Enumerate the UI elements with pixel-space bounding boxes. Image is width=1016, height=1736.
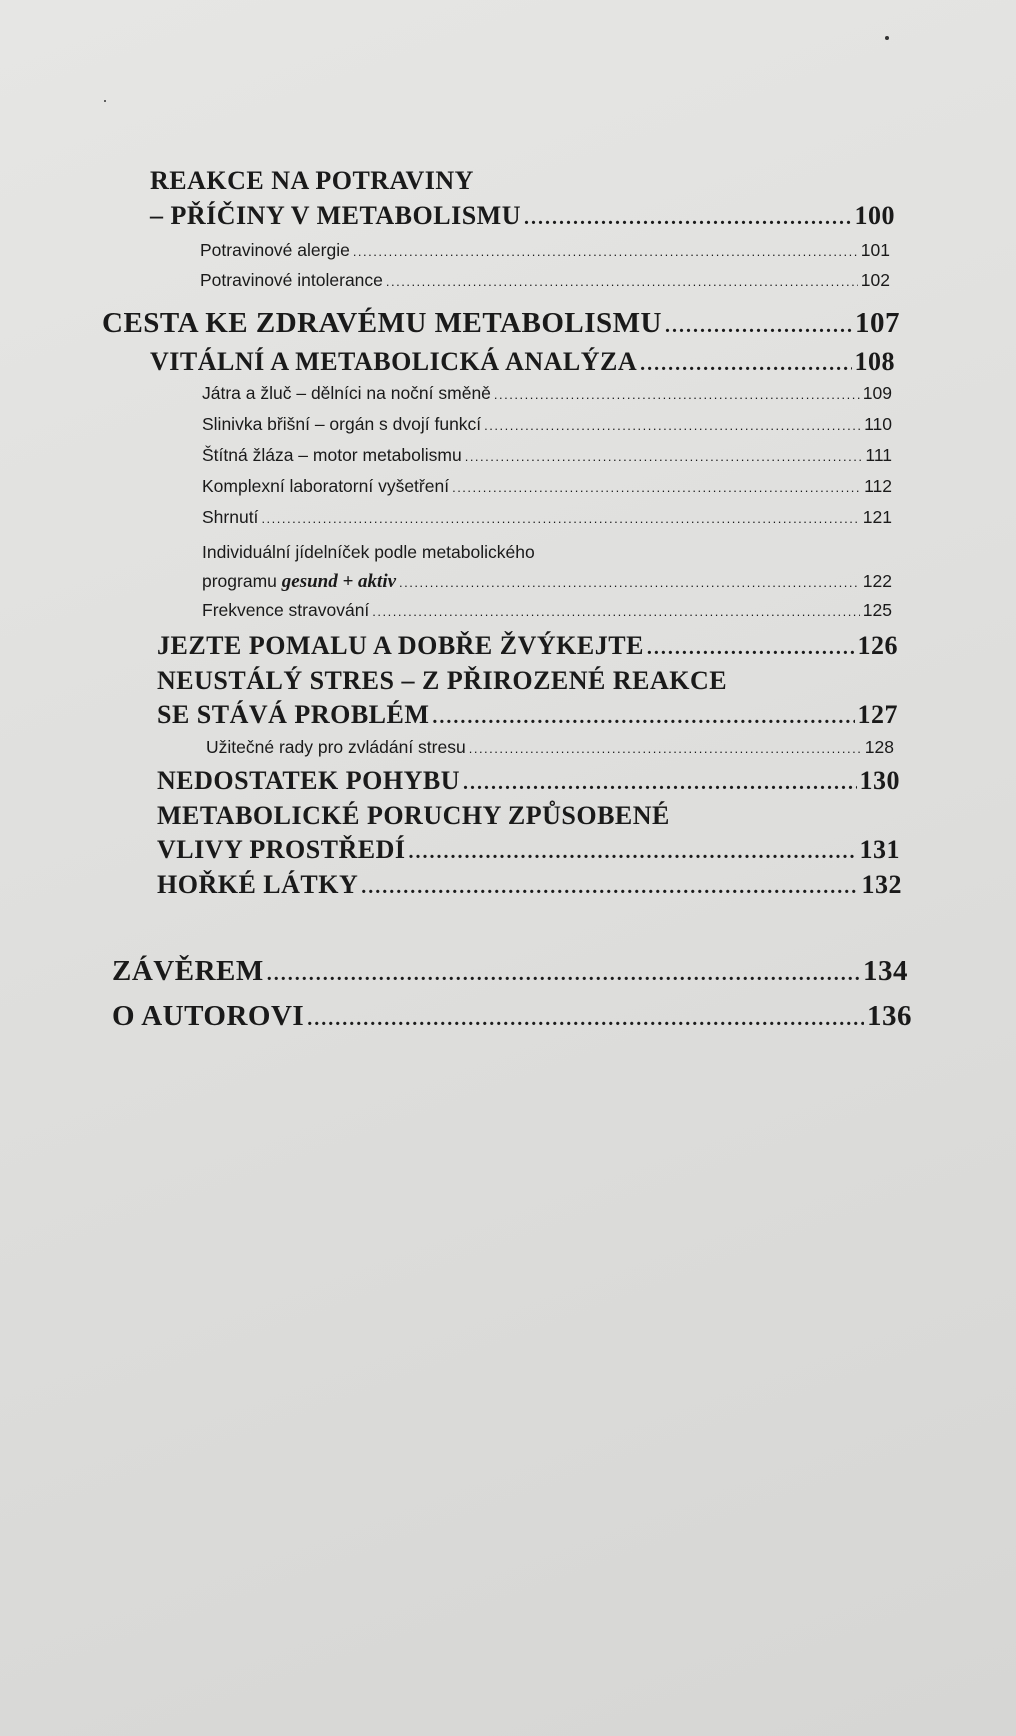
leader-dots bbox=[647, 637, 855, 660]
toc-page-number: 122 bbox=[862, 571, 892, 591]
leader-dots bbox=[452, 480, 861, 495]
toc-page-number: 121 bbox=[862, 507, 892, 527]
toc-entry-poruchy[interactable] bbox=[157, 835, 900, 865]
toc-entry-title: Potravinové intolerance bbox=[200, 270, 383, 290]
toc-entry-vitalni[interactable] bbox=[150, 347, 895, 377]
program-name-emphasis: gesund + aktiv bbox=[281, 571, 397, 592]
toc-entry-autorovi[interactable] bbox=[112, 1000, 912, 1033]
toc-entry-intolerance[interactable] bbox=[200, 270, 890, 291]
toc-entry-title: CESTA KE ZDRAVÉMU METABOLISMU bbox=[102, 307, 662, 339]
toc-entry-jezte[interactable] bbox=[157, 631, 898, 661]
leader-dots bbox=[463, 772, 857, 795]
toc-entry-title: NEDOSTATEK POHYBU bbox=[157, 766, 460, 795]
toc-entry-title: Štítná žláza – motor metabolismu bbox=[202, 445, 462, 465]
toc-entry-shrnuti[interactable] bbox=[202, 507, 892, 528]
toc-entry-stres[interactable] bbox=[157, 700, 898, 730]
toc-entry-title: Slinivka břišní – orgán s dvojí funkcí bbox=[202, 414, 482, 434]
leader-dots bbox=[372, 604, 860, 619]
toc-entry-frekvence[interactable] bbox=[202, 600, 892, 621]
leader-dots bbox=[386, 274, 858, 289]
leader-dots bbox=[361, 876, 858, 899]
toc-entry-title: VLIVY PROSTŘEDÍ bbox=[157, 835, 406, 864]
toc-page-number: 100 bbox=[854, 201, 895, 230]
toc-page-number: 131 bbox=[859, 835, 900, 864]
toc-heading-poruchy-line1: METABOLICKÉ PORUCHY ZPŮSOBENÉ bbox=[157, 801, 670, 830]
leader-dots bbox=[524, 207, 852, 230]
leader-dots bbox=[399, 575, 860, 590]
toc-entry-zaverem[interactable] bbox=[112, 955, 908, 988]
toc-entry-title: Potravinové alergie bbox=[200, 240, 350, 260]
leader-dots bbox=[261, 511, 859, 526]
toc-page-number: 101 bbox=[860, 240, 890, 260]
toc-entry-title: Shrnutí bbox=[202, 507, 259, 527]
toc-page-number: 126 bbox=[857, 631, 898, 660]
toc-entry-rady[interactable] bbox=[206, 737, 894, 758]
toc-entry-jatra[interactable] bbox=[202, 383, 892, 404]
toc-entry-title: O AUTOROVI bbox=[112, 1000, 305, 1032]
toc-entry-horke[interactable] bbox=[157, 870, 902, 900]
toc-entry-reakce[interactable] bbox=[150, 201, 895, 231]
toc-page-number: 130 bbox=[859, 766, 900, 795]
leader-dots bbox=[469, 741, 862, 756]
toc-entry-title: Užitečné rady pro zvládání stresu bbox=[206, 737, 466, 757]
paper-speck bbox=[885, 36, 889, 40]
leader-dots bbox=[640, 353, 851, 376]
toc-entry-title bbox=[202, 571, 396, 593]
leader-dots bbox=[484, 418, 861, 433]
toc-page-number: 107 bbox=[855, 307, 900, 339]
toc-entry-title: ZÁVĚREM bbox=[112, 955, 264, 987]
paper-speck bbox=[104, 100, 106, 102]
leader-dots bbox=[665, 315, 852, 338]
leader-dots bbox=[353, 244, 858, 259]
toc-page-number: 132 bbox=[861, 870, 902, 899]
toc-entry-title: HOŘKÉ LÁTKY bbox=[157, 870, 359, 899]
toc-entry-komplexni[interactable] bbox=[202, 476, 892, 497]
toc-entry-alergie[interactable] bbox=[200, 240, 890, 261]
toc-entry-title-prefix: programu bbox=[202, 571, 282, 591]
toc-entry-title: VITÁLNÍ A METABOLICKÁ ANALÝZA bbox=[150, 347, 638, 376]
toc-entry-slinivka[interactable] bbox=[202, 414, 892, 435]
leader-dots bbox=[432, 706, 854, 729]
toc-page-number: 136 bbox=[867, 1000, 912, 1032]
toc-entry-title: JEZTE POMALU A DOBŘE ŽVÝKEJTE bbox=[157, 631, 644, 660]
toc-page-number: 125 bbox=[862, 600, 892, 620]
toc-page-number: 111 bbox=[865, 445, 892, 465]
leader-dots bbox=[409, 841, 857, 864]
leader-dots bbox=[465, 449, 863, 464]
toc-entry-cesta[interactable] bbox=[102, 307, 900, 340]
toc-page-number: 102 bbox=[860, 270, 890, 290]
toc-heading-reakce-line1: REAKCE NA POTRAVINY bbox=[150, 166, 474, 195]
toc-page-number: 109 bbox=[862, 383, 892, 403]
leader-dots bbox=[494, 387, 860, 402]
toc-page-number: 134 bbox=[863, 955, 908, 987]
toc-entry-title: Játra a žluč – dělníci na noční směně bbox=[202, 383, 491, 403]
toc-page-number: 128 bbox=[864, 737, 894, 757]
toc-entry-title: Frekvence stravování bbox=[202, 600, 370, 620]
toc-entry-jidelnicek-line1: Individuální jídelníček podle metabolického bbox=[202, 542, 535, 562]
toc-page-number: 108 bbox=[854, 347, 895, 376]
toc-page-number: 110 bbox=[864, 414, 892, 434]
toc-entry-jidelnicek[interactable] bbox=[202, 571, 892, 593]
toc-entry-title: Komplexní laboratorní vyšetření bbox=[202, 476, 450, 496]
toc-page-number: 112 bbox=[864, 476, 892, 496]
toc-entry-pohyb[interactable] bbox=[157, 766, 900, 796]
toc-page-number: 127 bbox=[857, 700, 898, 729]
toc-heading-stres-line1: NEUSTÁLÝ STRES – Z PŘIROZENÉ REAKCE bbox=[157, 666, 728, 695]
toc-entry-title: – PŘÍČINY V METABOLISMU bbox=[150, 201, 521, 230]
leader-dots bbox=[267, 963, 860, 986]
toc-entry-title: SE STÁVÁ PROBLÉM bbox=[157, 700, 430, 729]
toc-entry-stitna[interactable] bbox=[202, 445, 892, 466]
leader-dots bbox=[307, 1008, 864, 1031]
